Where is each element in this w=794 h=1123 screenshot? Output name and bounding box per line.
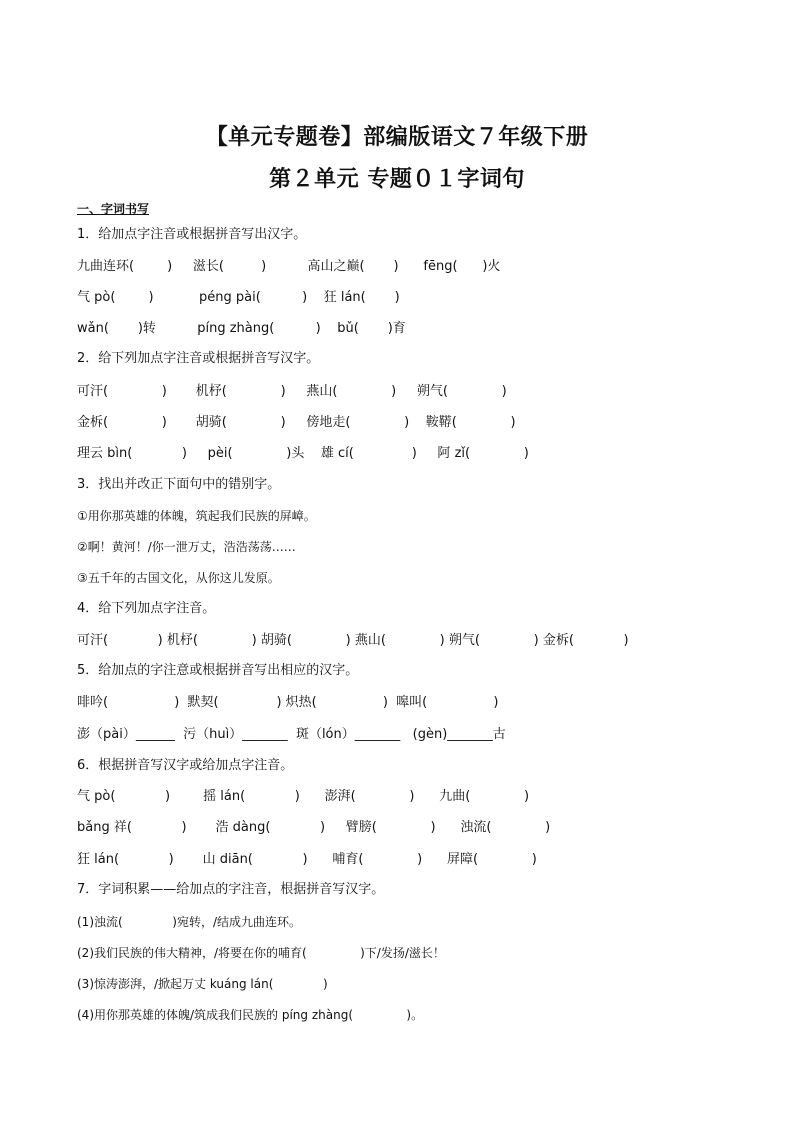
question-row: 可汗( ) 机杼( ) 燕山( ) 朔气( ) — [77, 384, 507, 399]
question-sentence: (1)浊流( )宛转，/结成九曲连环。 — [77, 915, 301, 929]
question-row: 澎（pài）______ 污（huì）_______ 斑（lón）_______ (gèn)_______古 — [77, 727, 506, 742]
question-row: 狂 lán( ) 山 diān( ) 哺育( ) 屏障( ) — [77, 852, 537, 867]
question-sentence: (4)用你那英雄的体魄/筑成我们民族的 píng zhàng( )。 — [77, 1008, 424, 1022]
section-heading: 一、字词书写 — [77, 202, 150, 216]
question-sentence: (2)我们民族的伟大精神，/将要在你的哺育( )下/发扬/滋长！ — [77, 946, 445, 960]
question-row: 九曲连环( ) 滋长( ) 高山之巅( ) fēng( )火 — [77, 259, 501, 274]
question-sentence: ②啊！黄河！/你一泄万丈，浩浩荡荡…… — [77, 540, 296, 554]
question-prompt: 7．字词积累——给加点的字注音，根据拼音写汉字。 — [77, 882, 385, 897]
question-row: 理云 bìn( ) pèi( )头 雄 cí( ) 阿 zǐ( ) — [77, 446, 529, 461]
question-row: 可汗( ) 机杼( ) 胡骑( ) 燕山( ) 朔气( ) 金柝( ) — [77, 633, 629, 648]
question-row: 啡吟( ) 默契( ) 炽热( ) 嗥叫( ) — [77, 695, 499, 710]
page-title: 【单元专题卷】部编版语文７年级下册 — [205, 125, 589, 150]
question-prompt: 2．给下列加点字注音或根据拼音写汉字。 — [77, 351, 320, 366]
question-sentence: (3)惊涛澎湃，/掀起万丈 kuáng lán( ) — [77, 977, 328, 991]
question-row: wǎn( )转 píng zhàng( ) bǔ( )育 — [77, 321, 406, 336]
question-row: 气 pò( ) 摇 lán( ) 澎湃( ) 九曲( ) — [77, 789, 530, 804]
question-prompt: 3．找出并改正下面句中的错别字。 — [77, 477, 281, 492]
question-prompt: 6．根据拼音写汉字或给加点字注音。 — [77, 758, 294, 773]
page-subtitle: 第２单元 专题０１字词句 — [269, 167, 525, 192]
question-row: bǎng 祥( ) 浩 dàng( ) 臂膀( ) 浊流( ) — [77, 820, 551, 835]
question-sentence: ①用你那英雄的体魄，筑起我们民族的屏嶂。 — [77, 509, 316, 523]
question-row: 气 pò( ) péng pài( ) 狂 lán( ) — [77, 290, 400, 305]
question-prompt: 1．给加点字注音或根据拼音写出汉字。 — [77, 227, 307, 242]
question-prompt: 5．给加点的字注意或根据拼音写出相应的汉字。 — [77, 663, 359, 678]
question-sentence: ③五千年的古国文化，从你这儿发原。 — [77, 571, 280, 585]
question-prompt: 4．给下列加点字注音。 — [77, 601, 216, 616]
question-row: 金柝( ) 胡骑( ) 傍地走( ) 鞍鞯( ) — [77, 415, 516, 430]
